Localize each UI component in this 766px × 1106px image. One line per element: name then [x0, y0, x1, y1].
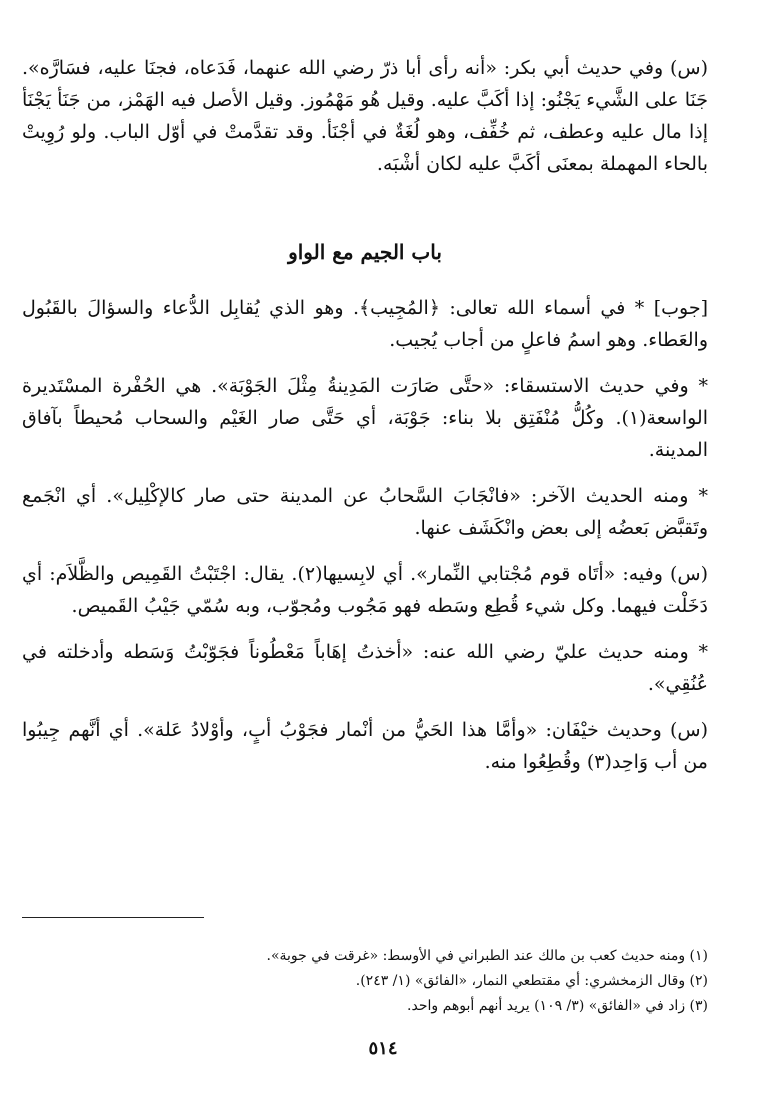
footnote: (٣) زاد في «الفائق» (٣/ ١٠٩) يريد أنهم أبوهم واحد. — [407, 998, 708, 1014]
entry-paragraph: (س) وفيه: «أتَاه قوم مُجْتابي النِّمار». أي لابِسيها(٢). يقال: اجْتَبْتُ القَمِيص والظَّلاَم: أي دَخَلْت فيهما. وكل شيء قُطِع وسَطه فهو مَجُوب ومُجوّب، وبه سُمّي جَيْبُ القَميص. — [22, 563, 708, 617]
section-heading: باب الجيم مع الواو — [288, 240, 442, 264]
entry-paragraph: * ومنه حديث عليّ رضي الله عنه: «أخذتُ إهَاباً مَعْطُوناً فجَوّبْتُ وَسَطه وأدخلته في عُنُقِي». — [22, 641, 708, 695]
main-text — [22, 52, 708, 778]
intro-paragraph: (س) وفي حديث أبي بكر: «أنه رأى أبا ذرّ رضي الله عنهما، فَدَعاه، فجنَا عليه، فسَارَّه». جَنَا على الشَّيء يَجْنُو: إذا أكَبَّ عليه. وقيل هُو مَهْمُوز. وقيل الأصل فيه الهَمْز، من جَنَأ يَجْنَأ إذا مال عليه وعطف، ثم خُفِّف، وهو لُغَةٌ في أجْنَأ. وقد تقدَّمتْ في أوّل الباب. ولو رُوِيتْ بالحاء المهملة بمعنَى أكَبَّ عليه لكان أشْبَه. — [22, 57, 708, 175]
entry-paragraph: (س) وحديث خيْفَان: «وأمَّا هذا الحَيُّ من أنْمار فجَوْبُ أبٍ، وأوْلادُ عَلة». أي أنَّهم جِيبُوا من أب وَاحِد(٣) وقُطِعُوا منه. — [22, 719, 708, 773]
footnotes — [22, 944, 708, 1019]
entry-paragraph: * وفي حديث الاستسقاء: «حتَّى صَارَت المَدِينةُ مِثْلَ الجَوْبَة». هي الحُفْرة المسْتَديرة الواسعة(١). وكُلُّ مُنْفَتِق بلا بناء: جَوْبَة، أي حَتَّى صار الغَيْم والسحاب مُحيطاً بآفاق المدينة. — [22, 375, 708, 461]
footnote: (٢) وقال الزمخشري: أي مقتطعي النمار، «الفائق» (١/ ٢٤٣). — [355, 973, 708, 989]
entry-paragraph: * ومنه الحديث الآخر: «فانْجَابَ السَّحابُ عن المدينة حتى صار كالإكْلِيل». أي انْجَمع وتَقبَّض بَعضُه إلى بعض وانْكَشَف عنها. — [22, 485, 708, 539]
footnote-divider — [22, 917, 204, 918]
page-number: ٥١٤ — [368, 1038, 398, 1059]
footnote: (١) ومنه حديث كعب بن مالك عند الطبراني في الأوسط: «غرقت في جوبة». — [266, 948, 708, 964]
entry-paragraph: [جوب] * في أسماء الله تعالى: ﴿المُجِيب﴾. وهو الذي يُقابِل الدُّعاء والسؤالَ بالقَبُول والعَطاء. وهو اسمُ فاعلٍ من أجاب يُجيب. — [22, 297, 708, 351]
